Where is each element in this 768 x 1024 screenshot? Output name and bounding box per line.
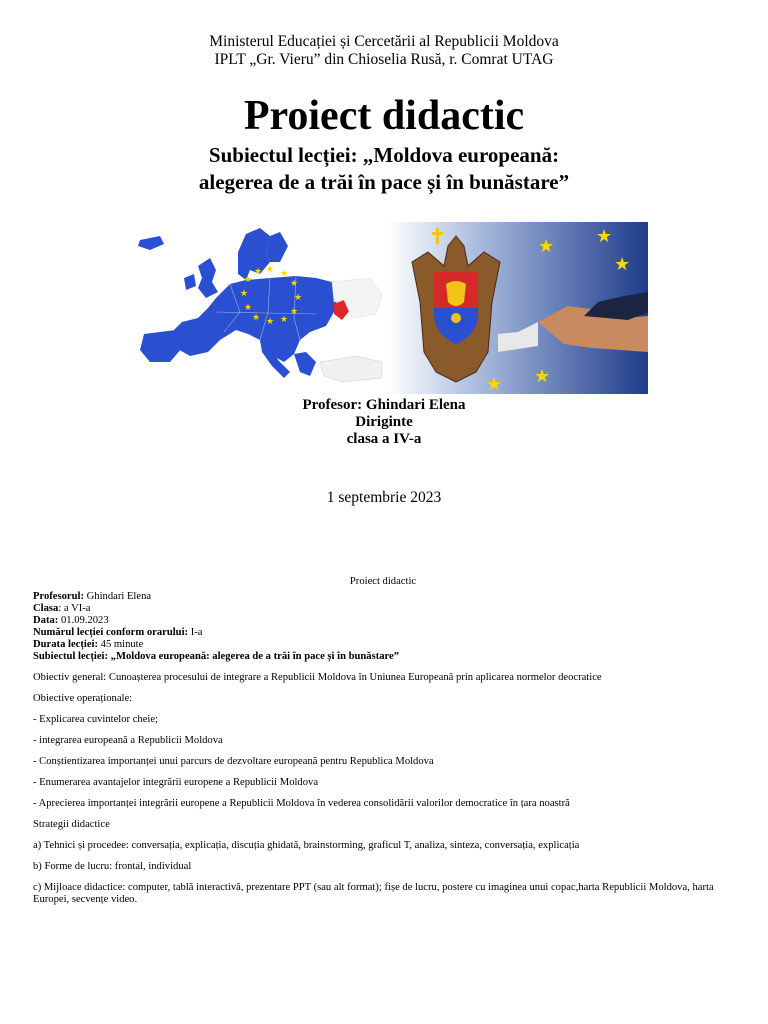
svg-text:★: ★ bbox=[294, 293, 303, 303]
lesson-plan-body bbox=[33, 576, 733, 906]
objective-item: - Conștientizarea importanței unui parcurs de dezvoltare europeană pentru Republica Moldova bbox=[33, 756, 434, 767]
svg-text:★: ★ bbox=[534, 366, 551, 387]
moldova-eu-illustration bbox=[388, 222, 648, 394]
svg-text:★: ★ bbox=[240, 289, 249, 299]
teacher-name: Profesor: Ghindari Elena bbox=[302, 397, 466, 413]
meta-class: Clasa: a VI-a bbox=[33, 603, 91, 614]
meta-lesson-number: Numărul lecției conform orarului: I-a bbox=[33, 627, 203, 638]
europe-map-image bbox=[120, 222, 388, 394]
teacher-class: clasa a IV-a bbox=[346, 431, 422, 447]
objective-item: - Aprecierea importanței integrării europene a Republicii Moldova în vederea consolidării valorilor democratice în țara noastră bbox=[33, 798, 570, 809]
svg-text:★: ★ bbox=[538, 236, 555, 257]
strategy-item: a) Tehnici și procedee: conversația, explicația, discuția ghidată, brainstorming, graficul T, analiza, sinteza, conversația, explicația bbox=[33, 840, 580, 851]
svg-text:★: ★ bbox=[486, 374, 503, 394]
europe-map-illustration bbox=[120, 222, 388, 394]
strategy-item: c) Mijloace didactice: computer, tablă interactivă, prezentare PPT (sau alt format); fișe de lucru, postere cu imaginea unui copac,harta Republicii Moldova, harta Europei, secvențe video. bbox=[33, 882, 714, 905]
svg-text:★: ★ bbox=[266, 317, 275, 327]
subtitle-line-2: alegerea de a trăi în pace și în bunăstare” bbox=[198, 170, 570, 194]
svg-text:★: ★ bbox=[244, 275, 253, 285]
objective-item: - Enumerarea avantajelor integrării europene a Republicii Moldova bbox=[33, 777, 319, 788]
svg-text:★: ★ bbox=[614, 254, 631, 275]
svg-text:★: ★ bbox=[290, 279, 299, 289]
meta-subject: Subiectul lecției: „Moldova europeană: alegerea de a trăi în pace și în bunăstare” bbox=[33, 651, 400, 662]
svg-text:★: ★ bbox=[290, 307, 299, 317]
page-title: Proiect didactic bbox=[243, 93, 525, 139]
svg-text:★: ★ bbox=[280, 269, 289, 279]
svg-text:★: ★ bbox=[252, 313, 261, 323]
coat-of-arms-handshake-image bbox=[388, 222, 648, 394]
objective-item: - integrarea europeană a Republicii Moldova bbox=[33, 735, 223, 746]
objective-item: - Explicarea cuvintelor cheie; bbox=[33, 714, 158, 725]
document-header bbox=[0, 33, 768, 69]
strategy-item: b) Forme de lucru: frontal, individual bbox=[33, 861, 192, 872]
teacher-role: Diriginte bbox=[355, 414, 413, 430]
strategies-heading: Strategii didactice bbox=[33, 819, 110, 830]
meta-teacher: Profesorul: Ghindari Elena bbox=[33, 591, 152, 602]
svg-text:★: ★ bbox=[280, 315, 289, 325]
lesson-subject bbox=[0, 142, 768, 196]
cover-date: 1 septembrie 2023 bbox=[326, 489, 442, 506]
svg-text:★: ★ bbox=[596, 226, 613, 247]
teacher-block bbox=[0, 397, 768, 448]
objectives-heading: Obiective operaționale: bbox=[33, 693, 133, 704]
lesson-meta bbox=[33, 591, 733, 663]
school-line: IPLT „Gr. Vieru” din Chioselia Rusă, r. Comrat UTAG bbox=[214, 51, 554, 68]
svg-text:★: ★ bbox=[266, 265, 275, 275]
subtitle-line-1: Subiectul lecției: „Moldova europeană: bbox=[208, 143, 560, 167]
meta-date: Data: 01.09.2023 bbox=[33, 615, 109, 626]
ministry-line: Ministerul Educației și Cercetării al Republicii Moldova bbox=[209, 33, 559, 50]
meta-duration: Durata lecției: 45 minute bbox=[33, 639, 144, 650]
svg-text:★: ★ bbox=[254, 267, 263, 277]
objective-general: Obiectiv general: Cunoașterea procesului de integrare a Republicii Moldova în Uniunea Europeană prin aplicarea normelor deocratice bbox=[33, 672, 602, 683]
lesson-plan-title: Proiect didactic bbox=[349, 576, 417, 587]
svg-text:★: ★ bbox=[244, 303, 253, 313]
